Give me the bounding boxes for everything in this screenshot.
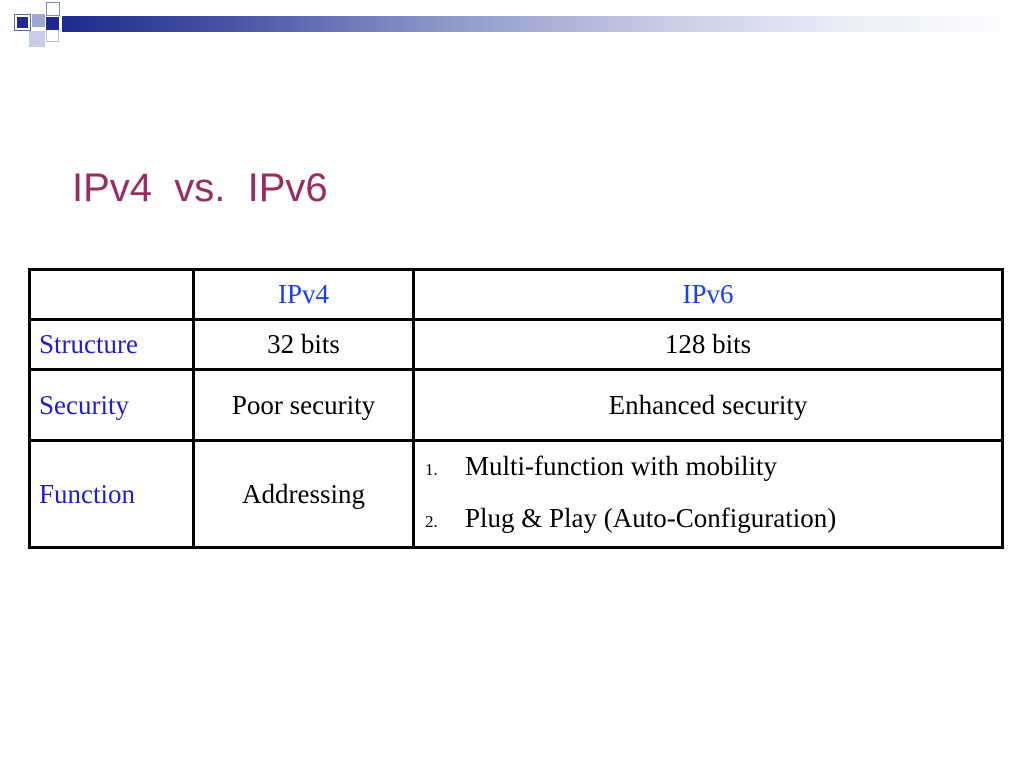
table-header-row (30, 270, 1003, 320)
table-row (30, 370, 1003, 441)
table-row (30, 441, 1003, 548)
row-label-function: Function (30, 441, 194, 548)
list-item (423, 442, 993, 494)
decorative-square (46, 29, 59, 42)
cell-ipv4-structure: 32 bits (194, 320, 414, 370)
row-label-security: Security (30, 370, 194, 441)
decorative-square (46, 2, 60, 16)
cell-ipv4-security: Poor security (194, 370, 414, 441)
decorative-square (32, 14, 45, 27)
cell-ipv6-structure: 128 bits (414, 320, 1003, 370)
cell-ipv4-function: Addressing (194, 441, 414, 548)
table-header-empty (30, 270, 194, 320)
table-header-ipv6: IPv6 (414, 270, 1003, 320)
list-text: Plug & Play (Auto-Configuration) (465, 503, 837, 533)
comparison-table (28, 268, 1004, 549)
list-number: 2. (425, 512, 438, 531)
table-header-ipv4: IPv4 (194, 270, 414, 320)
row-label-structure: Structure (30, 320, 194, 370)
list-item (423, 494, 993, 546)
header-gradient-bar (62, 16, 1024, 32)
ipv6-function-list (423, 442, 993, 546)
decorative-square (17, 17, 28, 28)
list-text: Multi-function with mobility (465, 451, 777, 481)
list-number: 1. (425, 460, 438, 479)
decorative-square (46, 17, 59, 30)
cell-ipv6-security: Enhanced security (414, 370, 1003, 441)
table-row (30, 320, 1003, 370)
decorative-square (29, 31, 45, 47)
slide-title: IPv4 vs. IPv6 (72, 166, 328, 210)
cell-ipv6-function (414, 441, 1003, 548)
